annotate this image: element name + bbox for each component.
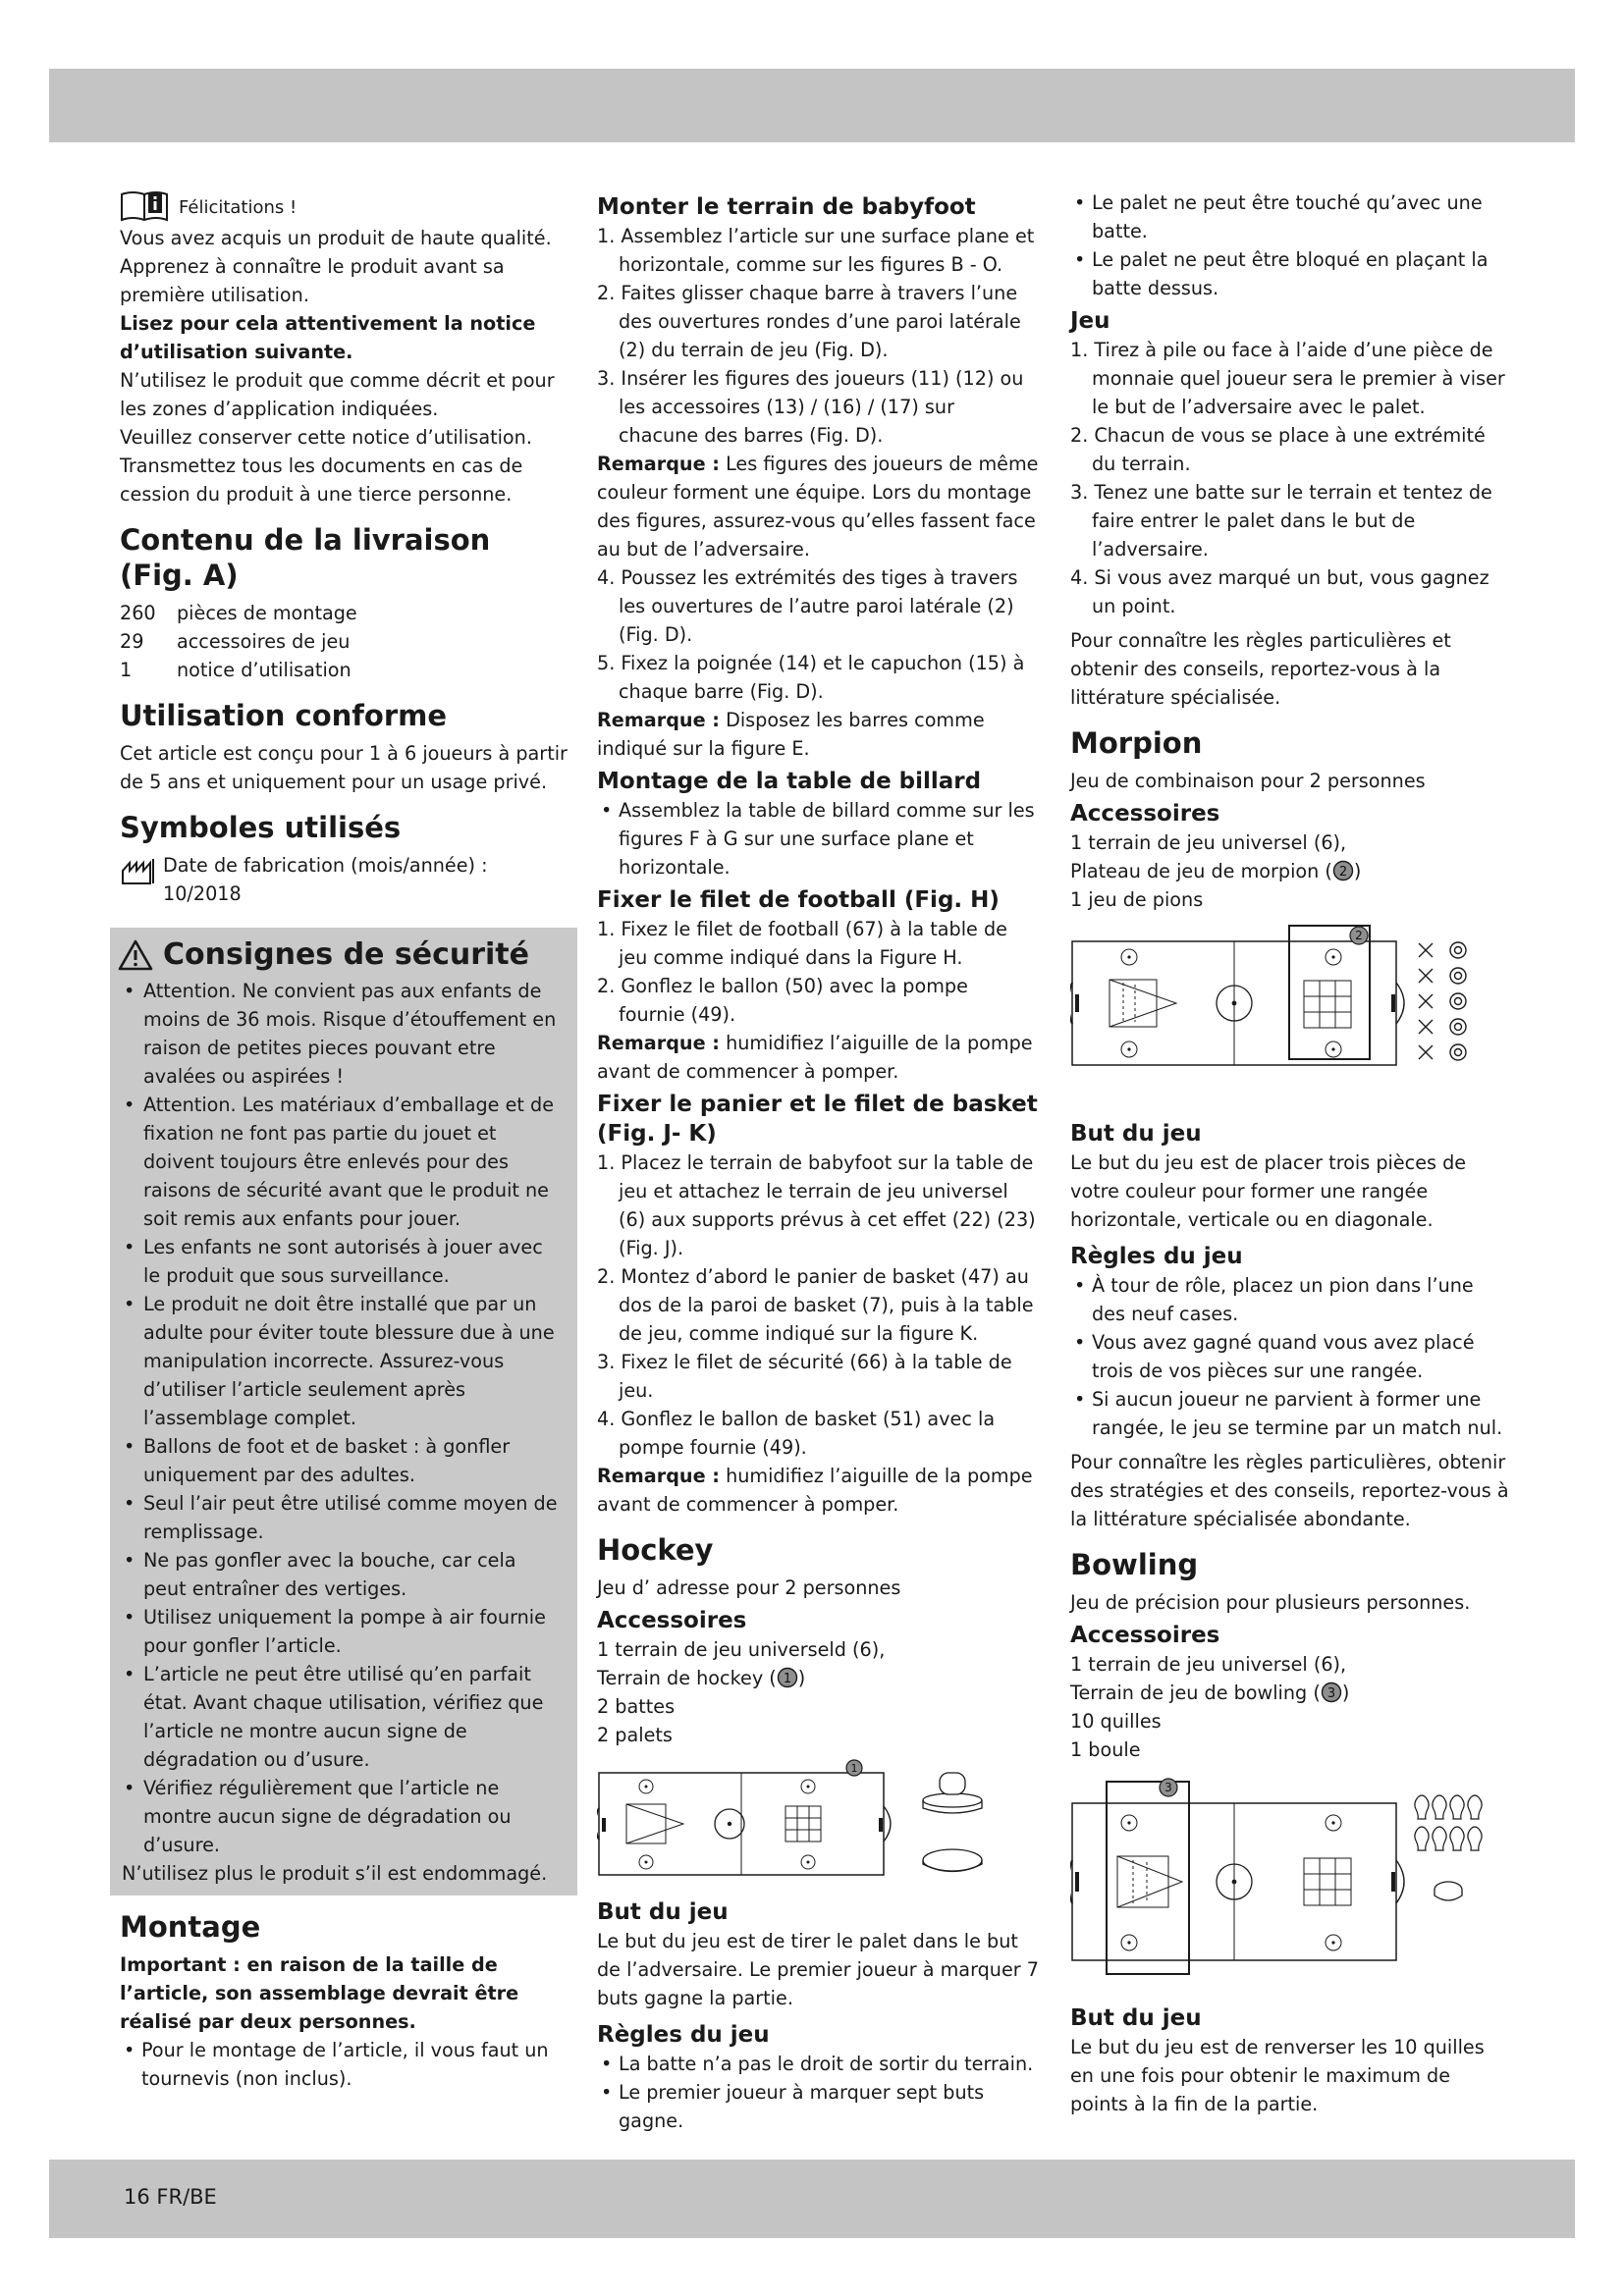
round-pieces-icon	[1450, 942, 1466, 1060]
basket-step: 4. Gonflez le ballon de basket (51) avec la pompe fournie (49).	[597, 1408, 996, 1459]
hockey-rule: • La batte n’a pas le droit de sortir du terrain.	[597, 2050, 1039, 2078]
safety-item: • Seul l’air peut être utilisé comme moyen de remplissage.	[118, 1489, 564, 1546]
intro-paragraph: Vous avez acquis un produit de haute qualité. Apprenez à connaître le produit avant sa première utilisation.	[120, 227, 552, 306]
mfg-date-value: 10/2018	[163, 882, 242, 905]
safety-item: • Attention. Les matériaux d’emballage et de fixation ne font pas partie du jouet et doivent toujours être enlevés pour des raisons de sécurité avant que le produit ne soit remis aux enfants pour jouer.	[118, 1091, 564, 1233]
bowling-accessory: 1 terrain de jeu universel (6),	[1070, 1653, 1347, 1676]
mfg-date-label: Date de fabrication (mois/année) :	[163, 854, 488, 877]
babyfoot-step: 4. Poussez les extrémités des tiges à travers les ouvertures de l’autre paroi latérale (2) (Fig. D).	[597, 566, 1018, 646]
note-text: Disposez les barres comme indiqué sur la figure E.	[597, 709, 985, 760]
football-net-steps	[597, 915, 1039, 1029]
morpion-rule: • Vous avez gagné quand vous avez placé trois de vos pièces sur une rangée.	[1070, 1328, 1512, 1385]
babyfoot-step: 3. Insérer les figures des joueurs (11) (12) ou les accessoires (13) / (16) / (17) sur chacune des barres (Fig. D).	[597, 367, 1024, 447]
hockey-accessory: 2 battes	[597, 1695, 676, 1718]
hockey-play-step: 1. Tirez à pile ou face à l’aide d’une pièce de monnaie quel joueur sera le premier à viser le but de l’adversaire avec le palet.	[1070, 339, 1505, 418]
note-text: humidifiez l’aiguille de la pompe avant de commencer à pomper.	[597, 1032, 1033, 1083]
badge-number: 2	[1338, 865, 1348, 880]
babyfoot-note	[597, 706, 1039, 763]
morpion-accessories-heading: Accessoires	[1070, 801, 1220, 827]
cross-pieces-icon	[1419, 943, 1433, 1059]
hockey-rule: • Le palet ne peut être bloqué en plaçant la batte dessus.	[1070, 245, 1512, 302]
babyfoot-steps	[597, 222, 1039, 450]
symbol-row	[120, 851, 568, 908]
babyfoot-step: 2. Faites glisser chaque barre à travers l’une des ouvertures rondes d’une paroi latérale (2) du terrain de jeu (Fig. D).	[597, 282, 1021, 361]
babyfoot-steps	[597, 563, 1039, 706]
hockey-rule: • Le premier joueur à marquer sept buts gagne.	[597, 2078, 1039, 2135]
bowling-accessory: 1 boule	[1070, 1738, 1141, 1761]
morpion-more: Pour connaître les règles particulières, obtenir des stratégies et des conseils, reportez-vous à la littérature spécialisée abondante.	[1070, 1451, 1509, 1530]
number-badge-icon	[1321, 1682, 1342, 1703]
paddle-icon	[923, 1773, 982, 1813]
assembly-item: • Pour le montage de l’article, il vous faut un tournevis (non inclus).	[120, 2036, 568, 2093]
column-left	[120, 188, 568, 2093]
bowling-heading: Bowling	[1070, 1548, 1199, 1581]
hockey-play-step: 3. Tenez une batte sur le terrain et tentez de faire entrer le palet dans le but de l’adversaire.	[1070, 481, 1492, 561]
hockey-rules	[597, 2050, 1039, 2135]
spacer	[1070, 914, 1512, 924]
number-badge-icon	[1332, 860, 1354, 881]
assembly-list	[120, 2036, 568, 2093]
badge-number: 3	[1326, 1686, 1335, 1701]
diagram-badge-number: 1	[850, 1762, 858, 1775]
page-number: 16 FR/BE	[124, 2185, 217, 2209]
hockey-play-heading: Jeu	[1070, 308, 1110, 334]
morpion-heading: Morpion	[1070, 726, 1203, 760]
note-text: Les figures des joueurs de même couleur forment une équipe. Lors du montage des figures, assurez-vous qu’elles fassent face au but de l’adversaire.	[597, 453, 1039, 561]
football-net-step: 1. Fixez le filet de football (67) à la table de jeu comme indiqué dans la Figure H.	[597, 918, 1007, 969]
morpion-rule: • À tour de rôle, placez un pion dans l’une des neuf cases.	[1070, 1271, 1512, 1328]
billiard-heading: Montage de la table de billard	[597, 769, 982, 794]
morpion-rules	[1070, 1271, 1512, 1442]
hockey-goal-text: Le but du jeu est de tirer le palet dans le but de l’adversaire. Le premier joueur à marquer 7 buts gagne la partie.	[597, 1930, 1039, 2009]
hockey-accessory: Terrain de hockey (	[597, 1667, 777, 1689]
morpion-accessory: 1 terrain de jeu universel (6),	[1070, 831, 1347, 854]
safety-item: • Vérifiez régulièrement que l’article ne montre aucun signe de dégradation ou d’usure.	[118, 1774, 564, 1859]
contents-row	[120, 627, 568, 656]
football-net-note	[597, 1029, 1039, 1086]
basket-step: 2. Montez d’abord le panier de basket (47) au dos de la paroi de basket (7), puis à la table de jeu, comme indiqué sur la figure K.	[597, 1265, 1034, 1345]
hockey-more: Pour connaître les règles particulières et obtenir des conseils, reportez-vous à la littérature spécialisée.	[1070, 629, 1451, 709]
hockey-heading: Hockey	[597, 1533, 714, 1567]
diagram-badge-number: 3	[1164, 1781, 1172, 1794]
contents-label: accessoires de jeu	[177, 630, 351, 653]
morpion-diagram	[1070, 924, 1502, 1115]
bowling-accessory-row: Terrain de jeu de bowling ( 3 )	[1070, 1682, 1350, 1704]
basket-step: 3. Fixez le filet de sécurité (66) à la table de jeu.	[597, 1351, 1012, 1402]
contents-row	[120, 599, 568, 627]
hockey-play-steps	[1070, 336, 1512, 620]
basket-step: 1. Placez le terrain de babyfoot sur la table de jeu et attachez le terrain de jeu universel (6) aux supports prévus à cet effet (22) (23) (Fig. J).	[597, 1151, 1036, 1259]
bowling-subtitle: Jeu de précision pour plusieurs personnes.	[1070, 1591, 1471, 1614]
hockey-goal-heading: But du jeu	[597, 1899, 729, 1925]
bowling-accessory: Terrain de jeu de bowling (	[1070, 1682, 1321, 1704]
spacer	[1070, 1764, 1512, 1774]
intro-paragraph: Transmettez tous les documents en cas de cession du produit à une tierce personne.	[120, 454, 523, 506]
babyfoot-note	[597, 450, 1039, 563]
contents-qty: 1	[120, 659, 133, 681]
morpion-goal-heading: But du jeu	[1070, 1121, 1202, 1147]
morpion-goal-text: Le but du jeu est de placer trois pièces de votre couleur pour former une rangée horizontale, verticale ou en diagonale.	[1070, 1151, 1467, 1231]
intended-use-text: Cet article est conçu pour 1 à 6 joueurs à partir de 5 ans et uniquement pour un usage privé.	[120, 742, 568, 793]
morpion-accessory: 1 jeu de pions	[1070, 888, 1204, 911]
safety-item: • Ballons de foot et de basket : à gonfler uniquement par des adultes.	[118, 1432, 564, 1489]
bowling-goal-text: Le but du jeu est de renverser les 10 quilles en une fois pour obtenir le maximum de points à la fin de la partie.	[1070, 2036, 1485, 2115]
number-badge-icon	[777, 1667, 798, 1688]
note-label: Remarque :	[597, 1465, 720, 1487]
hockey-play-step: 4. Si vous avez marqué un but, vous gagnez un point.	[1070, 566, 1489, 617]
bowling-accessory: 10 quilles	[1070, 1710, 1162, 1733]
safety-last-line: N’utilisez plus le produit s’il est endommagé.	[122, 1862, 548, 1885]
hockey-rules-heading: Règles du jeu	[597, 2022, 770, 2048]
badge-number: 1	[783, 1672, 791, 1686]
hockey-play-step: 2. Chacun de vous se place à une extrémité du terrain.	[1070, 424, 1486, 475]
info-book-icon	[120, 188, 169, 222]
note-label: Remarque :	[597, 709, 720, 731]
bowling-accessories-heading: Accessoires	[1070, 1623, 1220, 1648]
intro-paragraph: N’utilisez le produit que comme décrit et pour les zones d’application indiquées.	[120, 369, 555, 420]
morpion-rules-heading: Règles du jeu	[1070, 1244, 1243, 1269]
symbols-heading: Symboles utilisés	[120, 811, 402, 844]
intro-congrats	[120, 188, 568, 222]
babyfoot-step: 1. Assemblez l’article sur une surface plane et horizontale, comme sur les figures B - O.	[597, 225, 1035, 276]
intended-use-heading: Utilisation conforme	[120, 699, 448, 732]
spacer	[597, 1749, 1039, 1759]
basket-steps	[597, 1148, 1039, 1462]
safety-box	[110, 928, 577, 1896]
note-label: Remarque :	[597, 453, 720, 475]
intro-bold-paragraph: Lisez pour cela attentivement la notice d’utilisation suivante.	[120, 312, 536, 363]
hockey-accessory: 2 palets	[597, 1724, 673, 1746]
note-text: humidifiez l’aiguille de la pompe avant de commencer à pomper.	[597, 1465, 1033, 1516]
contents-row	[120, 656, 568, 684]
assembly-important: Important : en raison de la taille de l’article, son assemblage devrait être réalisé par deux personnes.	[120, 1953, 519, 2033]
contents-label: notice d’utilisation	[177, 659, 352, 681]
hockey-subtitle: Jeu d’ adresse pour 2 personnes	[597, 1576, 901, 1599]
contents-label: pièces de montage	[177, 602, 357, 624]
hockey-rule: • Le palet ne peut être touché qu’avec une batte.	[1070, 188, 1512, 245]
safety-title: Consignes de sécurité	[163, 937, 529, 972]
safety-list	[118, 977, 564, 1859]
contents-qty: 260	[120, 602, 156, 624]
hockey-accessory-row: Terrain de hockey ( 1 )	[597, 1667, 806, 1689]
congrats-text: Félicitations !	[179, 197, 298, 218]
contents-qty: 29	[120, 630, 144, 653]
football-net-heading: Fixer le filet de football (Fig. H)	[597, 887, 1000, 913]
billiard-item: • Assemblez la table de billard comme sur les figures F à G sur une surface plane et horizontale.	[597, 796, 1039, 881]
billiard-list	[597, 796, 1039, 881]
intro-paragraph: Veuillez conserver cette notice d’utilisation.	[120, 426, 532, 449]
bowling-goal-heading: But du jeu	[1070, 2005, 1202, 2031]
safety-item: • Ne pas gonfler avec la bouche, car cela peut entraîner des vertiges.	[118, 1546, 564, 1603]
safety-item: • L’article ne peut être utilisé qu’en parfait état. Avant chaque utilisation, vérifiez que l’article ne montre aucun signe de dégradation ou d’usure.	[118, 1660, 564, 1774]
morpion-rule: • Si aucun joueur ne parvient à former une rangée, le jeu se termine par un match nul.	[1070, 1385, 1512, 1442]
bowling-pins-icon	[1415, 1795, 1482, 1850]
safety-item: • Utilisez uniquement la pompe à air fournie pour gonfler l’article.	[118, 1603, 564, 1660]
hockey-rules	[1070, 188, 1512, 302]
warning-triangle-icon	[118, 939, 153, 971]
column-right	[1070, 188, 1512, 2118]
morpion-accessory-row: Plateau de jeu de morpion ( 2 )	[1070, 860, 1362, 882]
safety-item: • Attention. Ne convient pas aux enfants de moins de 36 mois. Risque d’étouffement en raison de petites pieces pouvant etre avalées ou aspirées !	[118, 977, 564, 1091]
basket-heading: Fixer le panier et le filet de basket (Fig. J- K)	[597, 1092, 1038, 1147]
safety-heading	[118, 934, 564, 977]
babyfoot-step: 5. Fixez la poignée (14) et le capuchon (15) à chaque barre (Fig. D).	[597, 652, 1025, 703]
contents-heading: Contenu de la livraison (Fig. A)	[120, 523, 491, 592]
diagram-badge-number: 2	[1355, 929, 1363, 942]
puck-icon	[923, 1849, 982, 1872]
safety-item: • Le produit ne doit être installé que par un adulte pour éviter toute blessure due à une manipulation incorrecte. Assurez-vous d’utiliser l’article seulement après l’assemblage complet.	[118, 1290, 564, 1432]
hockey-diagram	[597, 1759, 1029, 1882]
footer-band	[49, 2160, 1575, 2238]
assembly-heading: Montage	[120, 1910, 261, 1944]
morpion-accessory: Plateau de jeu de morpion (	[1070, 860, 1332, 882]
hockey-accessories-heading: Accessoires	[597, 1608, 747, 1633]
bowling-diagram	[1070, 1774, 1502, 1990]
manufacture-date-icon	[120, 857, 159, 886]
column-middle	[597, 188, 1039, 2135]
football-net-step: 2. Gonflez le ballon (50) avec la pompe fournie (49).	[597, 975, 968, 1026]
note-label: Remarque :	[597, 1032, 720, 1054]
babyfoot-heading: Monter le terrain de babyfoot	[597, 194, 976, 220]
safety-item: • Les enfants ne sont autorisés à jouer avec le produit que sous surveillance.	[118, 1233, 564, 1290]
header-band	[49, 69, 1575, 142]
hockey-accessory: 1 terrain de jeu universeld (6),	[597, 1638, 886, 1661]
basket-note	[597, 1462, 1039, 1519]
morpion-subtitle: Jeu de combinaison pour 2 personnes	[1070, 770, 1426, 792]
bowling-ball-icon	[1435, 1882, 1462, 1900]
